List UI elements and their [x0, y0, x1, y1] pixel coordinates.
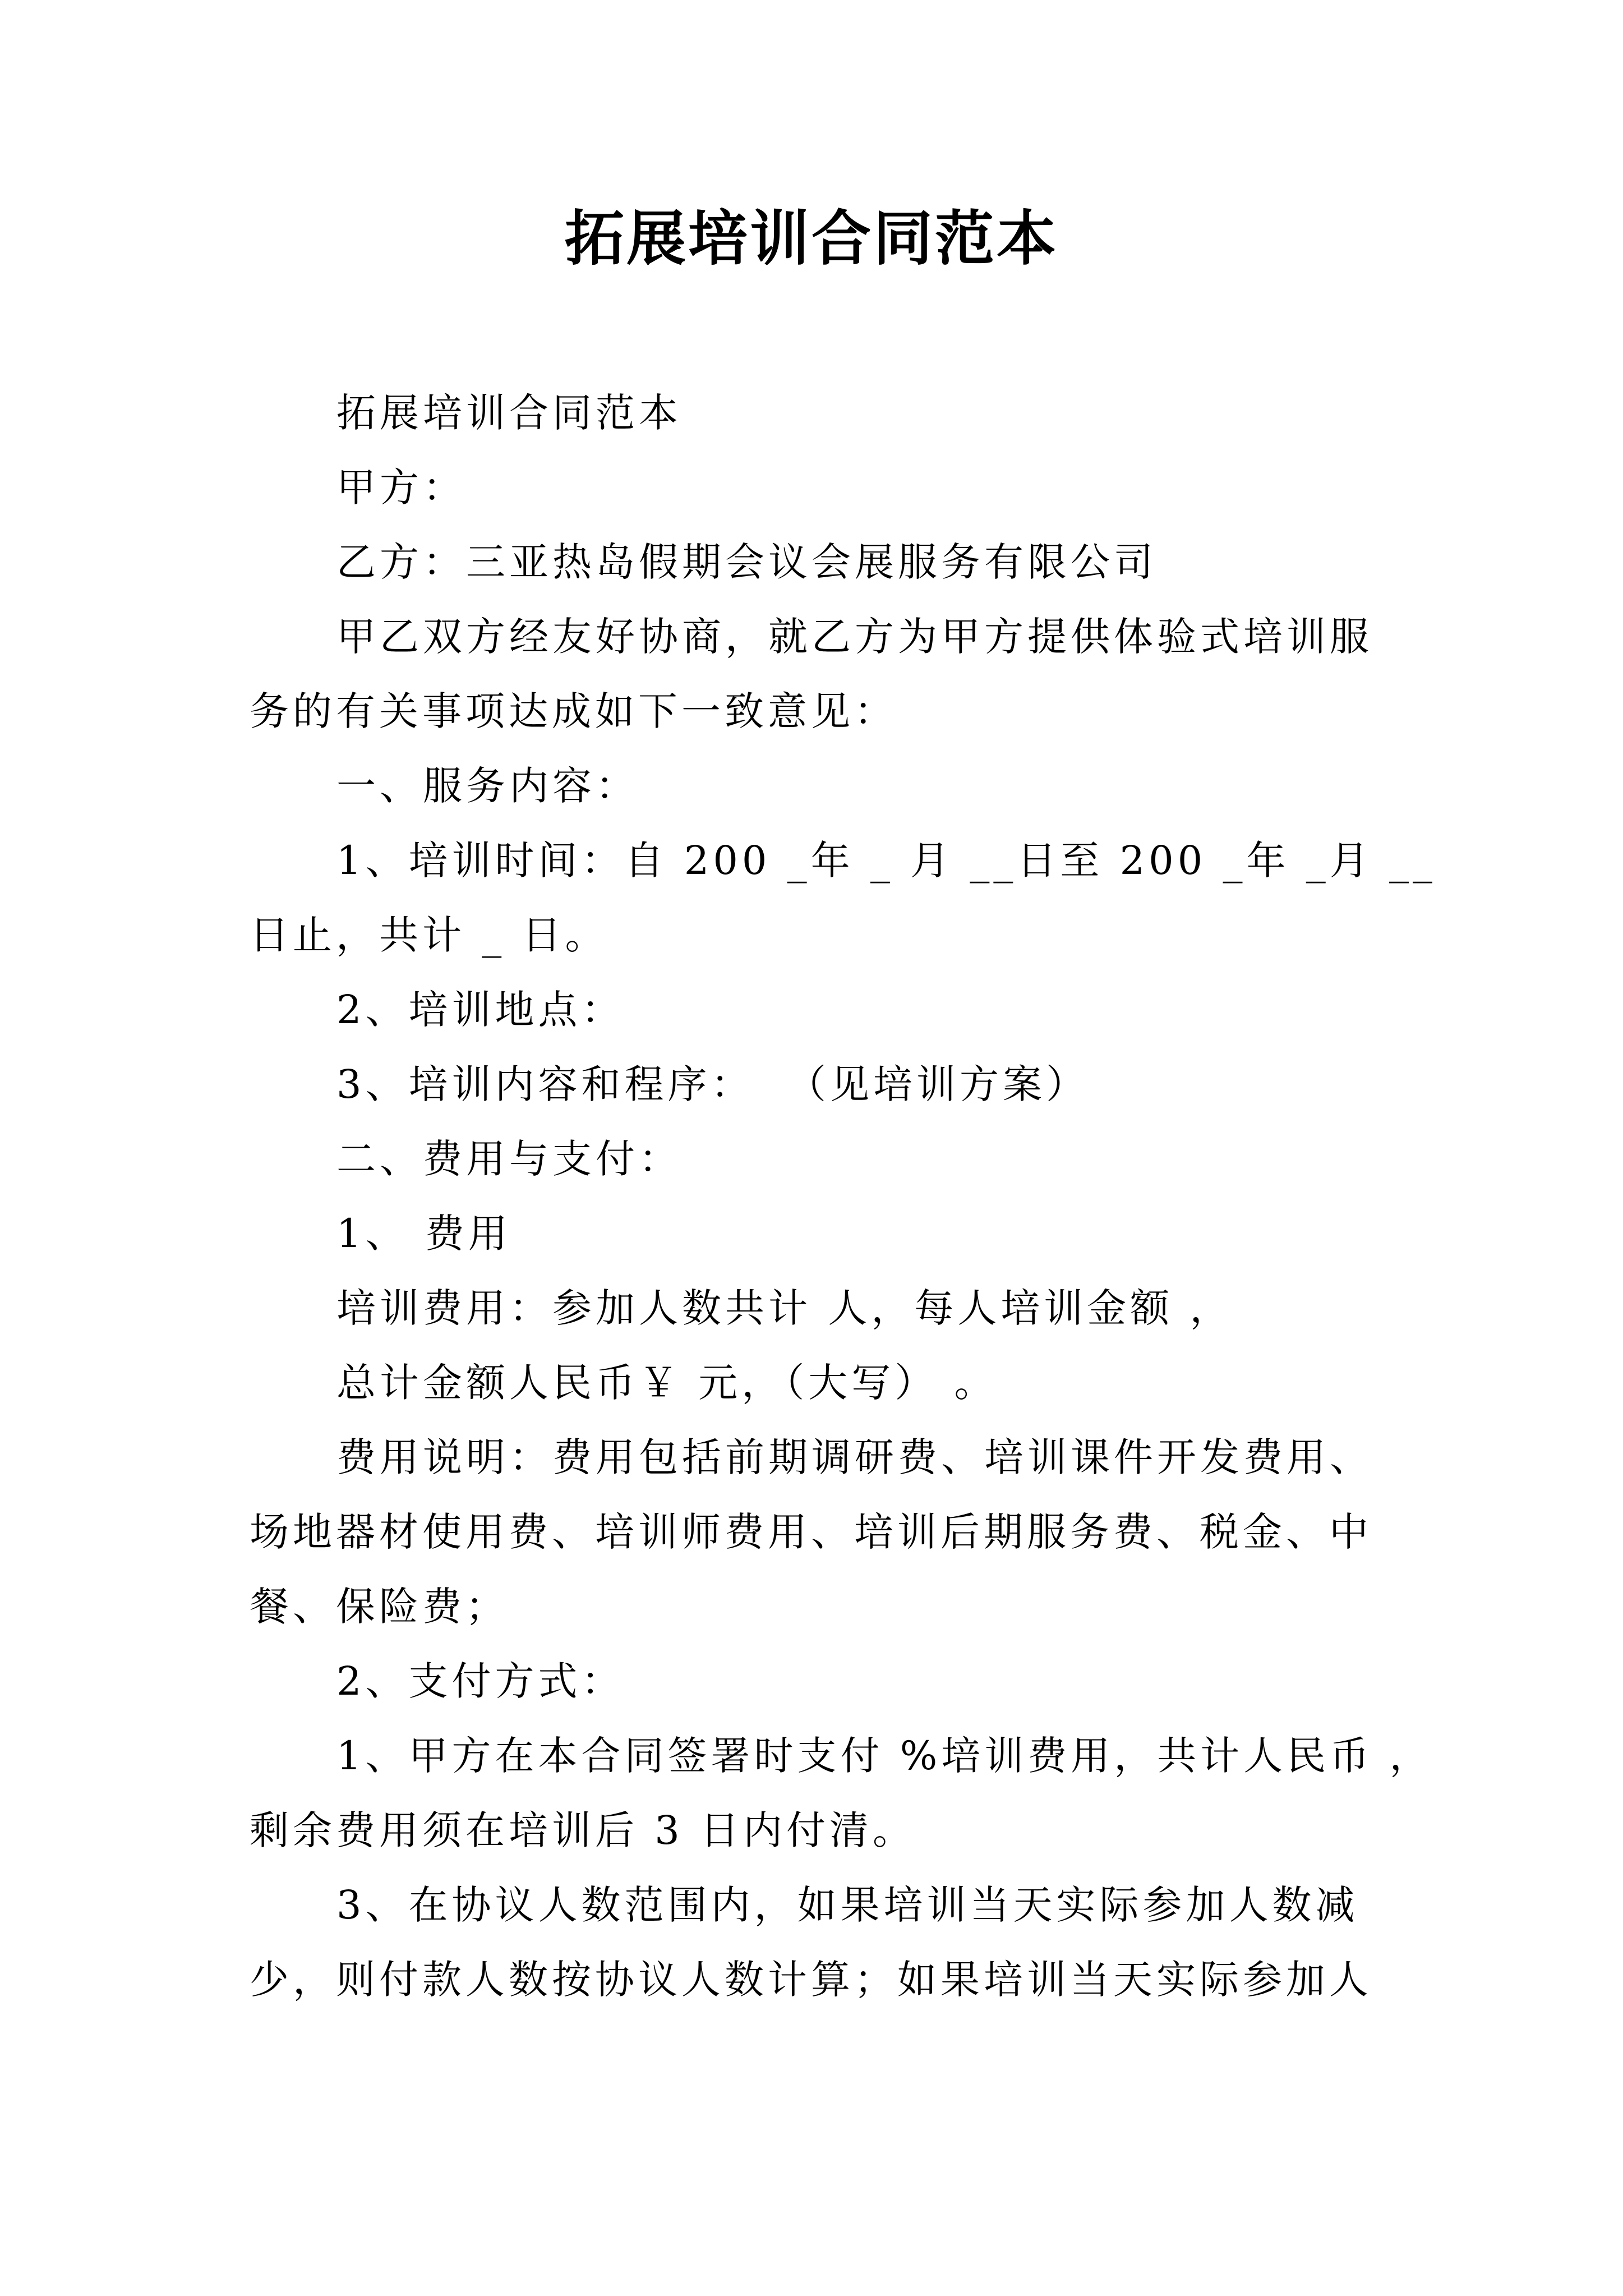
- paragraph-line: 乙方：三亚热岛假期会议会展服务有限公司: [336, 539, 1157, 585]
- paragraph-line: 二、费用与支付：: [336, 1136, 682, 1182]
- paragraph-line: 1、 费用: [336, 1211, 511, 1257]
- paragraph-line: 少，则付款人数按协议人数计算；如果培训当天实际参加人: [250, 1957, 1372, 2003]
- paragraph-line: 日止，共计 _ 日。: [250, 912, 608, 958]
- document-title: 拓展培训合同范本: [565, 203, 1058, 273]
- paragraph-line: 费用说明：费用包括前期调研费、培训课件开发费用、: [336, 1434, 1373, 1480]
- paragraph-line: 总计金额人民币￥ 元，（大写） 。: [336, 1360, 998, 1406]
- paragraph-line: 一、服务内容：: [336, 763, 639, 809]
- paragraph-line: 1、培训时间：自 200 _年 _ 月 __日至 200 _年 _月 __: [336, 838, 1437, 884]
- paragraph-line: 2、支付方式：: [336, 1658, 625, 1704]
- paragraph-line: 甲乙双方经友好协商，就乙方为甲方提供体验式培训服: [336, 614, 1373, 660]
- paragraph-line: 3、在协议人数范围内，如果培训当天实际参加人数减: [336, 1882, 1359, 1928]
- paragraph-line: 餐、保险费；: [250, 1584, 509, 1630]
- paragraph-line: 甲方：: [336, 464, 466, 510]
- paragraph-line: 剩余费用须在培训后 3 日内付清。: [250, 1807, 916, 1853]
- paragraph-line: 1、甲方在本合同签署时支付 %培训费用，共计人民币 ，: [336, 1733, 1433, 1779]
- paragraph-line: 3、培训内容和程序： （见培训方案）: [336, 1061, 1090, 1107]
- paragraph-line: 场地器材使用费、培训师费用、培训后期服务费、税金、中: [250, 1509, 1372, 1555]
- document-body: [250, 376, 1437, 2017]
- paragraph-line: 2、培训地点：: [336, 987, 625, 1033]
- paragraph-line: 培训费用：参加人数共计 人，每人培训金额 ，: [336, 1285, 1233, 1331]
- paragraph-line: 拓展培训合同范本: [336, 390, 682, 436]
- paragraph-line: 务的有关事项达成如下一致意见：: [250, 688, 897, 734]
